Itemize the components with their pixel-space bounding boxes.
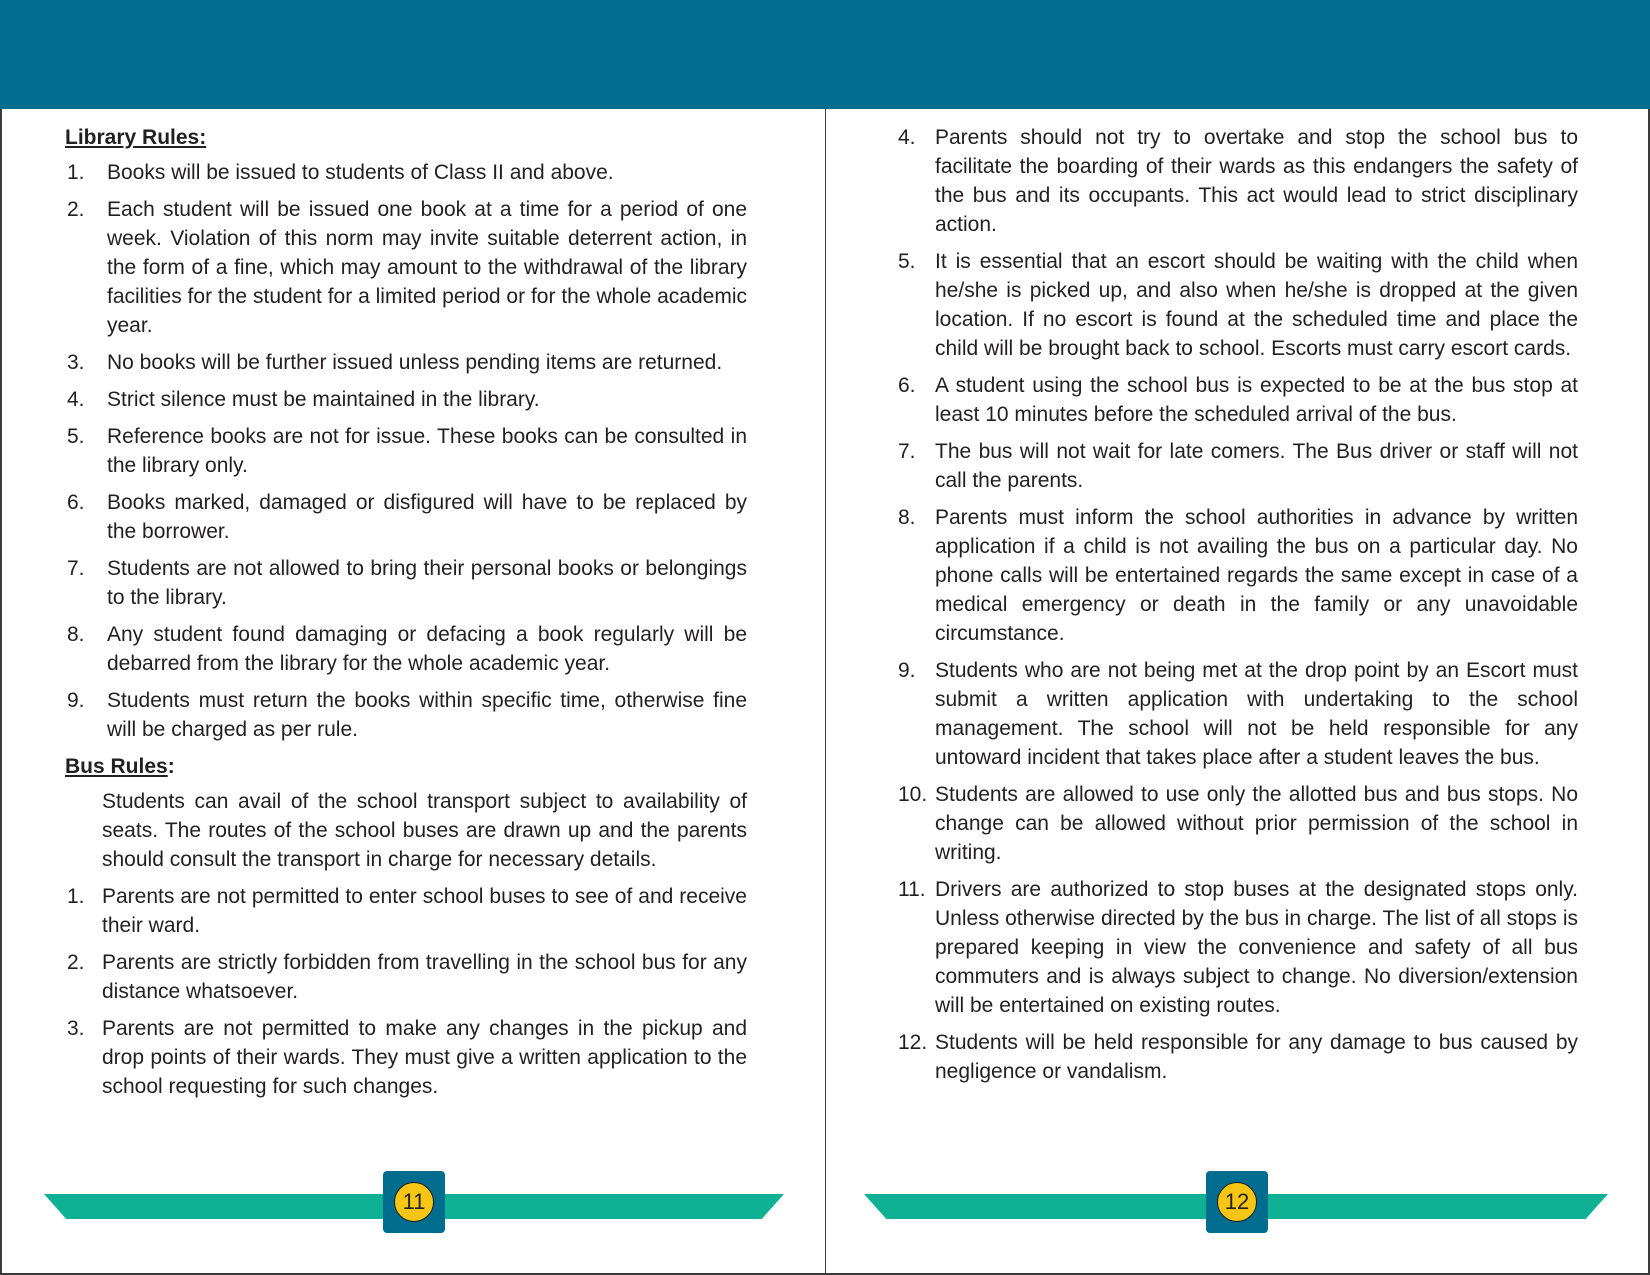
item-text: A student using the school bus is expected to be at the bus stop at least 10 minutes before the scheduled arrival of the bus. [935,374,1578,426]
item-text: No books will be further issued unless pending items are returned. [107,351,723,374]
item-text: Any student found damaging or defacing a book regularly will be debarred from the library for the whole academic year. [107,623,747,675]
item-number: 4. [898,126,916,149]
bus-rules-list [65,882,747,1101]
item-number: 11. [898,878,926,901]
list-item [65,554,747,612]
item-text: Parents should not try to overtake and stop the school bus to facilitate the boarding of their wards as this endangers the safety of the bus and its occupants. This act would lead to strict disciplinary action. [935,126,1578,236]
list-item [898,503,1578,648]
item-text: It is essential that an escort should be waiting with the child when he/she is picked up, and also when he/she is dropped at the given location. If no escort is found at the scheduled time and place the child will be brought back to school. Escorts must carry escort cards. [935,250,1578,360]
item-number: 2. [67,198,85,221]
library-rules-heading: Library Rules: [65,126,207,149]
item-text: Parents are not permitted to make any changes in the pickup and drop points of their wards. They must give a written application to the school requesting for such changes. [102,1017,747,1098]
list-item [898,371,1578,429]
list-item [898,437,1578,495]
item-text: Parents are not permitted to enter school buses to see of and receive their ward. [102,885,747,937]
list-item [898,247,1578,363]
list-item [65,882,747,940]
page-footer [44,1171,784,1235]
bus-rules-heading [65,752,747,781]
library-rules-list [65,158,747,744]
list-item [898,780,1578,867]
item-number: 9. [67,689,85,712]
page-number: 11 [394,1182,434,1222]
item-text: Books will be issued to students of Class II and above. [107,161,614,184]
item-text: Students must return the books within specific time, otherwise fine will be charged as per rule. [107,689,747,741]
item-text: Books marked, damaged or disfigured will have to be replaced by the borrower. [107,491,747,543]
list-item [65,620,747,678]
page-number-badge [1206,1171,1268,1233]
item-text: Reference books are not for issue. These books can be consulted in the library only. [107,425,747,477]
item-text: Students are not allowed to bring their personal books or belongings to the library. [107,557,747,609]
item-number: 8. [67,623,85,646]
item-text: Students will be held responsible for any damage to bus caused by negligence or vandalism. [935,1031,1578,1083]
item-text: Strict silence must be maintained in the library. [107,388,540,411]
item-number: 8. [898,506,916,529]
list-item [898,123,1578,239]
item-number: 7. [898,440,916,463]
left-page [0,109,826,1275]
list-item [65,1014,747,1101]
item-number: 6. [898,374,916,397]
bus-rules-list-continued [898,123,1578,1086]
left-page-content [65,123,747,1109]
item-number: 1. [67,161,85,184]
page-number-badge [383,1171,445,1233]
item-text: Drivers are authorized to stop buses at the designated stops only. Unless otherwise directed by the bus in charge. The list of all stops is prepared keeping in view the convenience and safety of all bus commuters and is always subject to change. No diversion/extension will be entertained on existing routes. [935,878,1578,1017]
item-text: The bus will not wait for late comers. The Bus driver or staff will not call the parents. [935,440,1578,492]
item-number: 1. [67,885,85,908]
item-number: 5. [898,250,916,273]
page-number: 12 [1217,1182,1257,1222]
list-item [65,195,747,340]
list-item [65,488,747,546]
item-number: 9. [898,659,916,682]
list-item [898,875,1578,1020]
list-item [65,158,747,187]
item-number: 2. [67,951,85,974]
right-page-content [898,123,1578,1094]
item-text: Each student will be issued one book at a time for a period of one week. Violation of this norm may invite suitable deterrent action, in the form of a fine, which may amount to the withdrawal of the library facilities for the student for a limited period or for the whole academic year. [107,198,747,337]
bus-rules-heading-text: Bus Rules [65,755,168,778]
header-bar [0,0,1650,109]
page-footer [864,1171,1608,1235]
right-page [825,109,1650,1275]
bus-rules-intro: Students can avail of the school transport subject to availability of seats. The routes of the school buses are drawn up and the parents should consult the transport in charge for necessary details. [102,790,747,871]
item-number: 6. [67,491,85,514]
item-text: Parents are strictly forbidden from travelling in the school bus for any distance whatsoever. [102,951,747,1003]
item-text: Parents must inform the school authorities in advance by written application if a child is not availing the bus on a particular day. No phone calls will be entertained regards the same except in case of a medical emergency or death in the family or any unavoidable circumstance. [935,506,1578,645]
item-number: 12. [898,1031,928,1054]
bus-rules-heading-colon: : [167,755,175,778]
list-item [65,422,747,480]
item-number: 5. [67,425,85,448]
list-item [898,656,1578,772]
list-item [898,1028,1578,1086]
list-item [65,385,747,414]
item-number: 3. [67,351,85,374]
item-text: Students are allowed to use only the allotted bus and bus stops. No change can be allowed without prior permission of the school in writing. [935,783,1578,864]
item-number: 7. [67,557,85,580]
list-item [65,948,747,1006]
item-number: 10. [898,783,928,806]
list-item [65,686,747,744]
item-text: Students who are not being met at the drop point by an Escort must submit a written application with undertaking to the school management. The school will not be held responsible for any untoward incident that takes place after a student leaves the bus. [935,659,1578,769]
item-number: 3. [67,1017,85,1040]
list-item [65,348,747,377]
item-number: 4. [67,388,85,411]
